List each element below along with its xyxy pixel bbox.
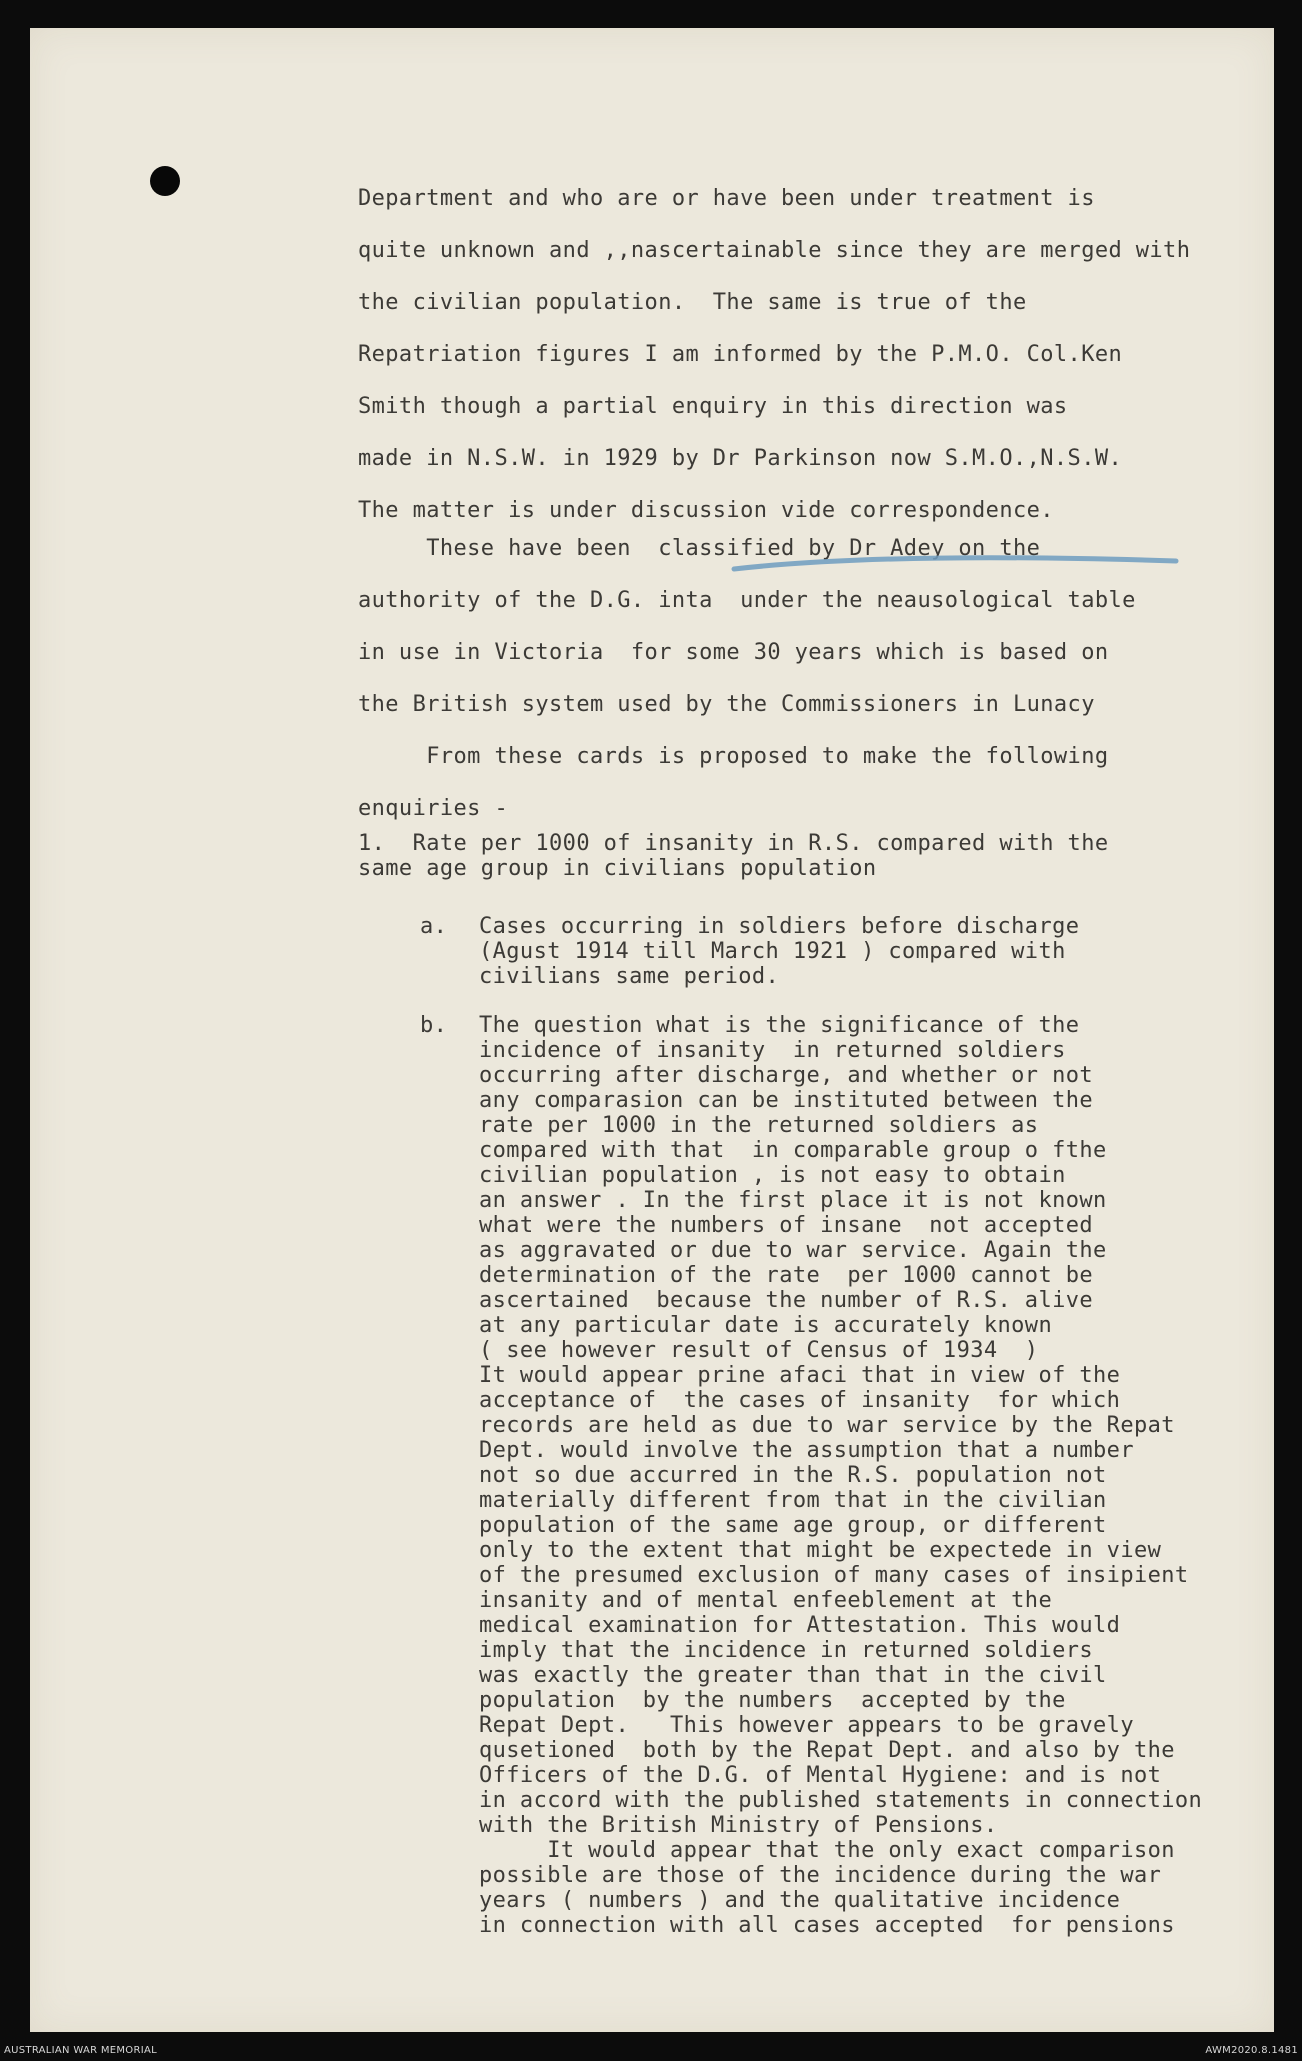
blue-pencil-underline [730, 551, 1180, 579]
item-b-marker: b. [420, 1013, 448, 1038]
enquiry-item-a: Cases occurring in soldiers before discharge (Agust 1914 till March 1921 ) compared with civilians same period. [479, 914, 1080, 989]
paragraph-3: From these cards is proposed to make the following enquiries - [358, 744, 1109, 821]
enquiry-item-b: The question what is the significance of the incidence of insanity in returned soldiers occurring after discharge, and whether or not any comparasion can be instituted between the rate per 1000 in the returned soldiers as compared with that in comparable group o fthe civilian population , is not easy to obtain an answer . In the first place it is not known what were the numbers of insane not accepted as aggravated or due to war service. Again the determination of the rate per 1000 cannot be ascertained because the number of R.S. alive at any particular date is accurately known ( see however result of Census of 1934 ) It would appear prine afaci that in view of the acceptance of the cases of insanity for which records are held as due to war service by the Repat Dept. would involve the assumption that a number not so due accurred in the R.S. population not materially different from that in the civilian population of the same age group, or different only to the extent that might be expectede in view of the presumed exclusion of many cases of insipient insanity and of mental enfeeblement at the medical examination for Attestation. This would imply that the incidence in returned soldiers was exactly the greater than that in the civil population by the numbers accepted by the Repat Dept. This however appears to be gravely qusetioned both by the Repat Dept. and also by the Officers of the D.G. of Mental Hygiene: and is not in accord with the published statements in connection with the British Ministry of Pensions. It would appear that the only exact comparison possible are those of the incidence during the war years ( numbers ) and the qualitative incidence in connection with all cases accepted for pensions [479, 1013, 1203, 1938]
enquiry-item-1: 1. Rate per 1000 of insanity in R.S. compared with the same age group in civilians population [358, 831, 1109, 881]
footer-archive-id: AWM2020.8.1481 [1205, 2045, 1298, 2056]
item-a-marker: a. [420, 914, 448, 939]
punch-hole [150, 166, 180, 196]
footer-archive-name: AUSTRALIAN WAR MEMORIAL [4, 2045, 157, 2056]
paragraph-1: Department and who are or have been under treatment is quite unknown and ,,nascertainable since they are merged with the civilian population. The same is true of the Repatriation figures I am informed by the P.M.O. Col.Ken Smith though a partial enquiry in this direction was made in N.S.W. in 1929 by Dr Parkinson now S.M.O.,N.S.W. The matter is under discussion vide correspondence. [358, 186, 1191, 523]
document-page [30, 28, 1274, 2032]
paragraph-2: These have been classified by Dr Adey on the authority of the D.G. inta under the neausological table in use in Victoria for some 30 years which is based on the British system used by the Commissioners in Lunacy [358, 536, 1136, 717]
